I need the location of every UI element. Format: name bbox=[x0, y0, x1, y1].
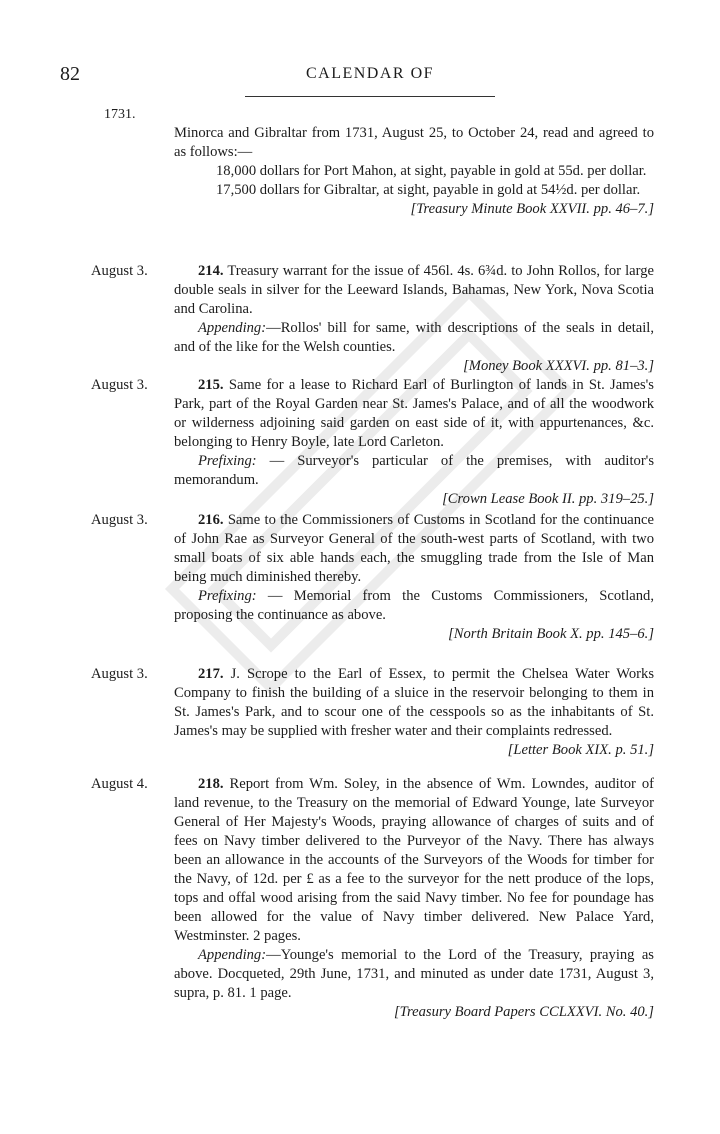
page-number: 82 bbox=[60, 63, 80, 85]
continuation-line: 17,500 dollars for Gibraltar, at sight, payable in gold at 54½d. per dollar. bbox=[216, 182, 641, 198]
entry-sub-label: Prefixing: bbox=[198, 453, 257, 469]
entry-text: Same to the Commissioners of Customs in Scotland for the continuance of John Rae as Surveyor General of the south-west parts of Scotland, with two small boats of six able hands each, the smuggling trade from the Isle of Man being much diminished thereby. bbox=[174, 512, 654, 585]
reference: [Treasury Minute Book XXVII. pp. 46–7.] bbox=[410, 201, 654, 217]
entry-date: August 3. bbox=[91, 377, 148, 393]
reference: [Letter Book XIX. p. 51.] bbox=[507, 742, 654, 758]
entry-text: J. Scrope to the Earl of Essex, to permit the Chelsea Water Works Company to finish the building of a sluice in the reservoir belonging to them in St. James's Park, and to scour one of the cesspools so as the inhabitants of St. James's may be supplied with fresher water and their complaints redressed. bbox=[174, 666, 654, 739]
reference: [North Britain Book X. pp. 145–6.] bbox=[448, 626, 654, 642]
reference: [Treasury Board Papers CCLXXVI. No. 40.] bbox=[393, 1004, 654, 1020]
entry-sub-text: — Memorial from the Customs Commissioners, Scotland, proposing the continuance as above. bbox=[174, 588, 654, 623]
entry-number: 215. bbox=[198, 377, 224, 393]
entry-date: August 3. bbox=[91, 512, 148, 528]
entry-sub-text: —Younge's memorial to the Lord of the Treasury, praying as above. Docqueted, 29th June, 1731, and minuted as under date 1731, August 3, supra, p. 81. 1 page. bbox=[174, 947, 654, 1001]
reference: [Crown Lease Book II. pp. 319–25.] bbox=[442, 491, 654, 507]
entry-number: 217. bbox=[198, 666, 224, 682]
entry-text: Treasury warrant for the issue of 456l. 4s. 6¾d. to John Rollos, for large double seals in silver for the Leeward Islands, Bahamas, New York, Nova Scotia and Carolina. bbox=[174, 263, 654, 317]
reference: [Money Book XXXVI. pp. 81–3.] bbox=[463, 358, 654, 374]
entry-sub-text: — Surveyor's particular of the premises, with auditor's memorandum. bbox=[174, 453, 654, 488]
entry-number: 218. bbox=[198, 776, 224, 792]
continuation-line: 18,000 dollars for Port Mahon, at sight, payable in gold at 55d. per dollar. bbox=[216, 163, 647, 179]
entry-218 bbox=[174, 775, 654, 1022]
entry-sub-label: Appending: bbox=[198, 320, 267, 336]
entry-sub-label: Appending: bbox=[198, 947, 267, 963]
continuation-block bbox=[174, 124, 654, 219]
year-label: 1731. bbox=[104, 107, 136, 122]
entry-date: August 4. bbox=[91, 776, 148, 792]
entry-214 bbox=[174, 262, 654, 376]
continuation-line: Minorca and Gibraltar from 1731, August 25, to October 24, read and agreed to as follows:— bbox=[174, 125, 654, 160]
entry-number: 214. bbox=[198, 263, 224, 279]
header-rule bbox=[245, 96, 495, 97]
entry-number: 216. bbox=[198, 512, 224, 528]
entry-date: August 3. bbox=[91, 666, 148, 682]
entry-date: August 3. bbox=[91, 263, 148, 279]
entry-text: Report from Wm. Soley, in the absence of Wm. Lowndes, auditor of land revenue, to the Treasury on the memorial of Edward Younge, late Surveyor General of Her Majesty's Woods, praying allowance of charges of suits and of fees on Navy timber delivered to the Purveyor of the Navy. There has always been an allowance in the accounts of the Surveyors of the Woods for timber for the Navy, of 12d. per £ as a fee to the surveyor for the nett produce of the lops, tops and offal wood arising from the said Navy timber. No fee for poundage has been allowed for the value of Navy timber delivered. New Palace Yard, Westminster. 2 pages. bbox=[174, 776, 654, 944]
entry-215 bbox=[174, 376, 654, 509]
entry-sub-text: —Rollos' bill for same, with descriptions of the seals in detail, and of the like for the Welsh counties. bbox=[174, 320, 654, 355]
entry-text: Same for a lease to Richard Earl of Burlington of lands in St. James's Park, part of the Royal Garden near St. James's Palace, and of all the woodwork or wilderness adjoining said garden on east side of it, with appurtenances, &c. belonging to Henry Boyle, late Lord Carleton. bbox=[174, 377, 654, 450]
entry-sub-label: Prefixing: bbox=[198, 588, 257, 604]
running-title: CALENDAR OF bbox=[305, 65, 435, 82]
entry-217 bbox=[174, 665, 654, 760]
entry-216 bbox=[174, 511, 654, 644]
